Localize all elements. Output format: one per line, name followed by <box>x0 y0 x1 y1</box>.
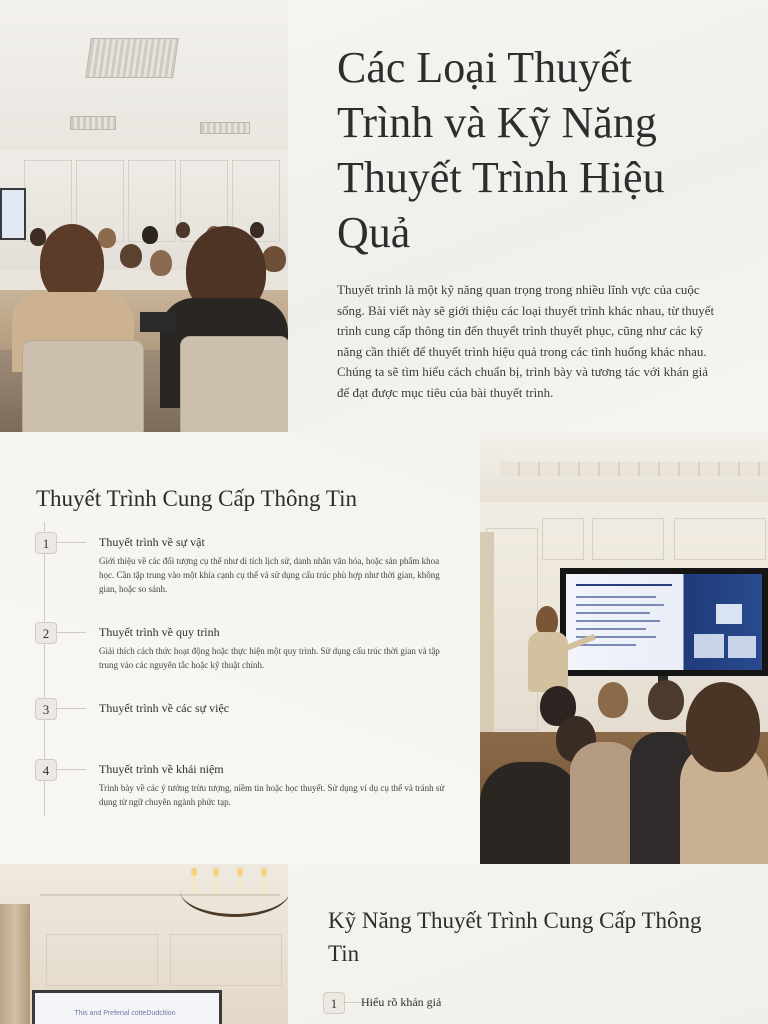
timeline-item-title: Thuyết trình về khái niệm <box>99 762 224 776</box>
timeline-number: 1 <box>35 532 57 554</box>
intro-paragraph: Thuyết trình là một kỹ năng quan trọng trong nhiều lĩnh vực của cuộc sống. Bài viết này sẽ giới thiệu các loại thuyết trình khác nhau, từ thuyết trình cung cấp thông tin đến thuyết trình thuyết phục, cũng như các kỹ năng cần thiết để thuyết trình hiệu quả trong các tình huống khác nhau. Chúng ta sẽ tìm hiểu cách chuẩn bị, trình bày và tương tác với khán giả để đạt được mục tiêu của bài thuyết trình. <box>337 282 715 400</box>
timeline-number: 4 <box>35 759 57 781</box>
timeline-item-title: Thuyết trình về sự vật <box>99 535 205 549</box>
timeline-item-title: Thuyết trình về các sự việc <box>99 701 230 715</box>
hero-section <box>0 0 768 432</box>
timeline-item-title: Thuyết trình về quy trình <box>99 625 220 639</box>
informative-heading: Thuyết Trình Cung Cấp Thông Tin <box>36 486 358 511</box>
timeline-number: 1 <box>323 992 345 1014</box>
skills-heading: Kỹ Năng Thuyết Trình Cung Cấp Thông Tin <box>328 908 702 966</box>
audience-photo <box>0 0 288 432</box>
timeline-item-desc: Trình bày về các ý tưởng trừu tượng, niềm tin hoặc học thuyết. Sử dụng ví dụ cụ thể và tránh sử dụng từ ngữ chuyên ngành phức tạp. <box>99 783 445 807</box>
projector-screen-text: This and Preferial cotteDudcltion <box>74 1010 176 1017</box>
timeline-number: 3 <box>35 698 57 720</box>
timeline-item-desc: Giải thích cách thức hoạt động hoặc thực hiện một quy trình. Sử dụng cấu trúc thời gian và tập trung vào các nguyên tắc hoặc kỹ thuật chính. <box>99 646 440 670</box>
timeline-item-title: Hiểu rõ khán giả <box>361 995 442 1009</box>
projector-room-photo <box>0 864 288 1024</box>
skills-section <box>0 864 768 1024</box>
timeline-number: 2 <box>35 622 57 644</box>
page-title: Các Loại Thuyết Trình và Kỹ Năng Thuyết Trình Hiệu Quả <box>337 43 665 257</box>
informative-section <box>0 432 768 864</box>
timeline-item-desc: Giới thiệu về các đối tượng cụ thể như di tích lịch sử, danh nhân văn hóa, hoặc sản phẩm khoa học. Cần tập trung vào một khía cạnh cụ thể và sử dụng cấu trúc phù hợp như thời gian, không gian, hoặc so sánh. <box>99 556 440 594</box>
presenter-photo <box>480 432 768 864</box>
